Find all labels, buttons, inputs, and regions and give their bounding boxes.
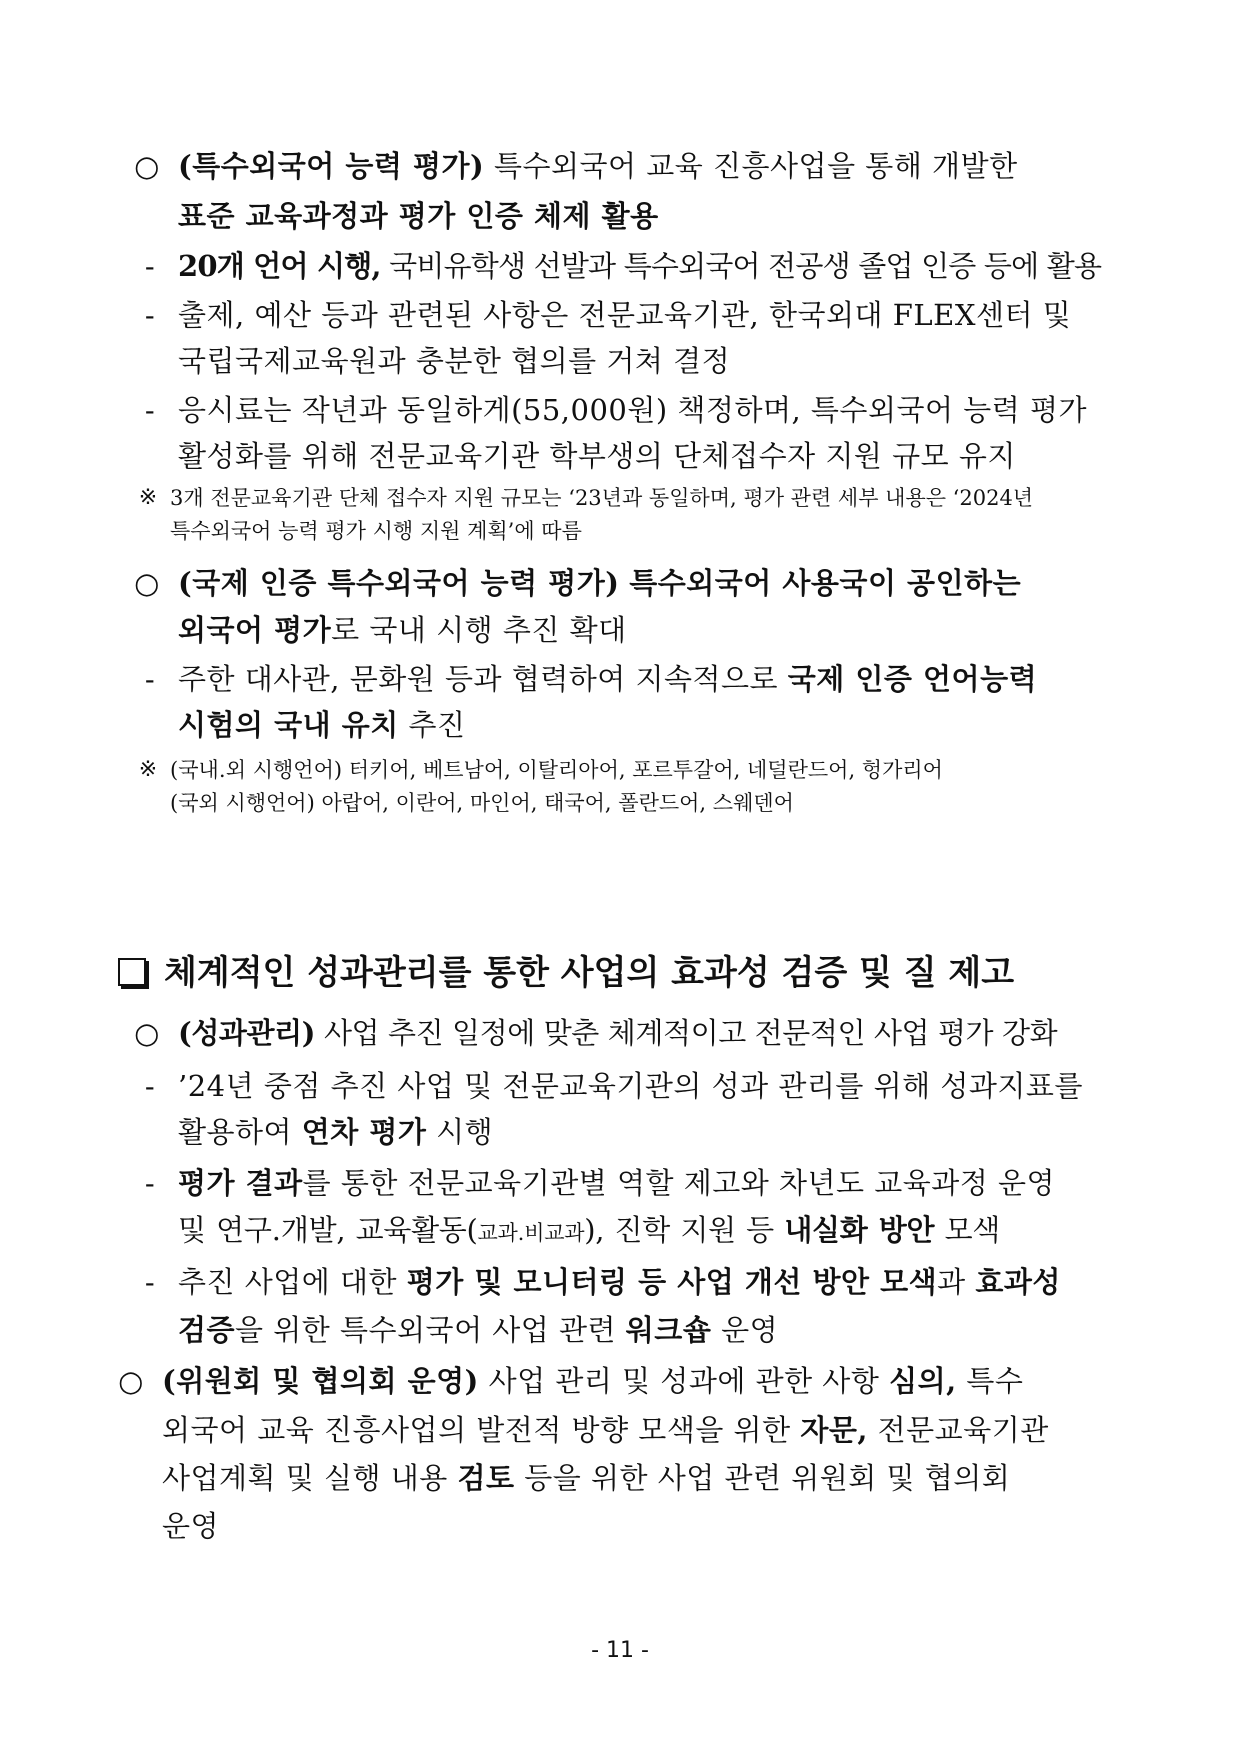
dash-bullet-icon: - bbox=[144, 298, 156, 332]
item-title: (특수외국어 능력 평가) bbox=[178, 149, 485, 183]
dash-bullet-icon: - bbox=[144, 662, 156, 696]
circle-bullet-icon: ○ bbox=[134, 149, 160, 183]
dash-bullet-icon: - bbox=[144, 1166, 156, 1200]
dash-bullet-icon: - bbox=[144, 1265, 156, 1299]
dash-bullet-icon: - bbox=[144, 249, 156, 283]
document-page: ○ (특수외국어 능력 평가) 특수외국어 교육 진흥사업을 통해 개발한 표준 교육과정과 평가 인증 체제 활용 - 20개 언어 시행, 국비유학생 선발과 특수외국어 전공생 졸업 인증 등에 활용 - 출제, 예산 등과 관련된 사항은 전문교육기관, 한국외대 FLEX센터 및 국립국제교육원과 충분한 협의를 거쳐 결정 - 응시료는 작년과 동일하게(55,000원) 책정하며, 특수외국어 능력 평가 활성화를 위해 전문교육기관 학부생의 단체접수자 지원 규모 유지 ※ 3개 전문교육기관 단체 접수자 지원 규모는 ‘23년과 동일하며, 평가 관련 세부 내용은 ‘2024년 특수외국어 능력 평가 시행 지원 계획’에 따름 ○ (국제 인증 특수외국어 능력 평가) 특수외국어 사용국이 공인하는 외국어 평가로 국내 시행 추진 확대 - 주한 대사관, 문화원 등과 협력하여 지속적으로 국제 인증 언어능력 시험의 국내 유치 추진 ※ (국내․외 시행언어) 터키어, 베트남어, 이탈리아어, 포르투갈어, 네덜란드어, 헝가리어 (국외 시행언어) 아랍어, 이란어, 마인어, 태국어, 폴란드어, 스웨덴어 체계적인 성과관리를 통한 사업의 효과성 검증 및 질 제고 ○ (성과관리) 사업 추진 일정에 맞춘 체계적이고 전문적인 사업 평가 강화 - ’24년 중점 추진 사업 및 전문교육기관의 성과 관리를 위해 성과지표를 활용하여 연차 평가 시행 - 평가 결과를 통한 전문교육기관별 역할 제고와 차년도 교육과정 운영 및 연구․개발, 교육활동(교과․비교과), 진학 지원 등 내실화 방안 모색 - 추진 사업에 대한 평가 및 모니터링 등 사업 개선 방안 모색과 효과성 검증을 위한 특수외국어 사업 관련 워크숍 운영 ○ (위원회 및 협의회 운영) 사업 관리 및 성과에 관한 사항 심의, 특수 외국어 교육 진흥사업의 발전적 방향 모색을 위한 자문, 전문교육기관 사업계획 및 실행 내용 검토 등을 위한 사업 관련 위원회 및 협의회 운영 - 11 - bbox=[0, 0, 1240, 1753]
dash-bullet-icon: - bbox=[144, 393, 156, 427]
circle-bullet-icon: ○ bbox=[134, 566, 160, 600]
circle-bullet-icon: ○ bbox=[118, 1364, 144, 1398]
dash-bullet-icon: - bbox=[144, 1069, 156, 1103]
section-heading: 체계적인 성과관리를 통한 사업의 효과성 검증 및 질 제고 bbox=[118, 950, 1138, 996]
page-number: - 11 - bbox=[591, 1638, 649, 1663]
circle-bullet-icon: ○ bbox=[134, 1016, 160, 1050]
reference-mark-icon: ※ bbox=[138, 485, 158, 510]
checkbox-square-icon bbox=[118, 958, 146, 986]
item-text: 특수외국어 교육 진흥사업을 통해 개발한 bbox=[493, 149, 1018, 183]
reference-mark-icon: ※ bbox=[138, 757, 158, 782]
